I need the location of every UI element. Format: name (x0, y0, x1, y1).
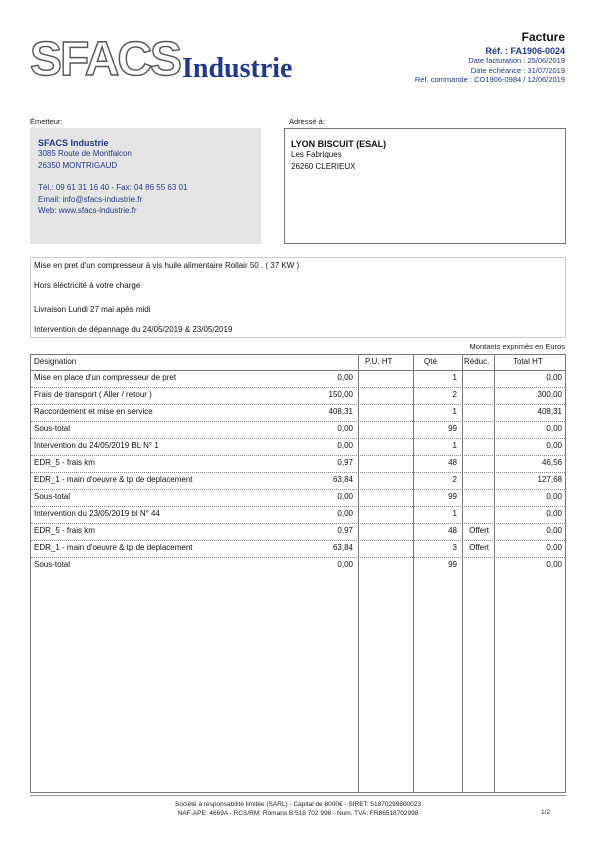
invoice-table (30, 354, 566, 793)
logo-brand: SFACS (30, 33, 181, 86)
cell-qty: 99 (448, 492, 457, 501)
invoice-notes (30, 257, 566, 338)
cell-total: 0,00 (546, 424, 562, 433)
table-header (31, 355, 565, 371)
emitter-address2: 26350 MONTRIGAUD (38, 160, 118, 170)
cell-pu: 0,00 (337, 424, 353, 433)
cell-qty: 3 (452, 543, 457, 552)
cell-reduc: Offert (469, 526, 489, 535)
note-line: Hors éléctricité à votre charge (34, 281, 141, 290)
invoice-title: Facture (521, 30, 565, 44)
emitter-label: Émetteur: (30, 117, 63, 126)
table-row (31, 387, 565, 405)
cell-designation: Frais de transport ( Aller / retour ) (34, 390, 152, 399)
cell-pu: 63,84 (332, 475, 353, 484)
page-number: 1/2 (540, 809, 550, 816)
cell-total: 0,00 (546, 526, 562, 535)
date-facturation: Date facturation : 25/06/2019 (468, 56, 565, 65)
cell-designation: Mise en place d'un compresseur de pret (34, 373, 177, 382)
cell-total: 46,56 (541, 458, 562, 467)
cell-qty: 1 (452, 441, 457, 450)
header-qty: Qté (424, 357, 437, 366)
footer-line2: NAF-APE: 4669A - RCS/RM: Romans B 518 702 998 - Num. TVA: FR86518702998 (177, 810, 419, 817)
table-row (31, 489, 565, 507)
cell-total: 408,31 (537, 407, 562, 416)
cell-pu: 150,00 (328, 390, 353, 399)
invoice-ref: Réf. : FA1906-0024 (485, 46, 565, 56)
cell-pu: 0,00 (337, 441, 353, 450)
cell-qty: 99 (448, 560, 457, 569)
header-reduc: Réduc. (464, 357, 490, 366)
recipient-label: Adressé à: (289, 117, 325, 126)
logo-suffix: Industrie (182, 53, 293, 84)
note-line: Mise en pret d'un compresseur à vis huile alimentaire Rollair 50 . ( 37 KW ) (34, 261, 300, 270)
invoice-header (325, 30, 565, 85)
table-row (31, 370, 565, 388)
cell-qty: 1 (452, 373, 457, 382)
table-row (31, 438, 565, 456)
cell-pu: 0,97 (337, 458, 353, 467)
cell-qty: 1 (452, 407, 457, 416)
cell-designation: Sous-total (34, 424, 71, 433)
header-designation: Désignation (34, 357, 77, 366)
emitter-box (30, 128, 261, 244)
cell-pu: 63,84 (332, 543, 353, 552)
currency-note: Montants exprimés en Euros (469, 342, 565, 351)
cell-qty: 48 (448, 458, 457, 467)
company-logo (30, 32, 320, 87)
cell-pu: 0,97 (337, 526, 353, 535)
emitter-web: Web: www.sfacs-industrie.fr (38, 206, 137, 215)
cell-designation: EDR_1 - main d'oeuvre & tp de deplacement (34, 543, 193, 552)
cell-pu: 0,00 (337, 560, 353, 569)
recipient-address1: Les Fabriques (291, 150, 342, 159)
ref-commande: Réf. commande : CO1906-0984 / 12/06/2019 (414, 75, 565, 84)
cell-reduc: Offert (469, 543, 489, 552)
emitter-phone: Tél.: 09 61 31 16 40 - Fax: 04 86 55 63 01 (38, 183, 188, 192)
table-row (31, 455, 565, 473)
cell-pu: 408,31 (328, 407, 353, 416)
cell-total: 300,00 (537, 390, 562, 399)
cell-qty: 2 (452, 390, 457, 399)
cell-total: 0,00 (546, 509, 562, 518)
cell-total: 0,00 (546, 373, 562, 382)
header-pu: P.U. HT (365, 357, 393, 366)
emitter-name: SFACS Industrie (38, 138, 109, 148)
table-row (31, 557, 565, 574)
cell-pu: 0,00 (337, 492, 353, 501)
cell-total: 0,00 (546, 543, 562, 552)
cell-total: 127,68 (537, 475, 562, 484)
cell-designation: EDR_1 - main d'oeuvre & tp de deplacement (34, 475, 193, 484)
cell-designation: Intervention du 23/05/2019 bl N° 44 (34, 509, 160, 518)
cell-qty: 99 (448, 424, 457, 433)
cell-qty: 1 (452, 509, 457, 518)
date-echeance: Date échéance : 31/07/2019 (470, 65, 565, 75)
table-row (31, 506, 565, 524)
header-total: Total HT (513, 357, 543, 366)
cell-designation: EDR_5 - frais km (34, 526, 95, 535)
footer-divider (30, 795, 566, 796)
emitter-email: Email: info@sfacs-industrie.fr (38, 194, 143, 204)
cell-total: 0,00 (546, 492, 562, 501)
cell-designation: Sous-total (34, 492, 71, 501)
cell-designation: Intervention du 24/05/2019 BL N° 1 (34, 441, 159, 450)
footer (30, 800, 566, 818)
recipient-box (284, 128, 566, 244)
cell-designation: Raccordement et mise en service (34, 407, 153, 416)
cell-pu: 0,00 (337, 373, 353, 382)
table-row (31, 404, 565, 422)
footer-line1: Société à responsabilité limitée (SARL) - Capital de 8000€ - SIRET: 51870299800023 (174, 801, 422, 808)
table-row (31, 540, 565, 558)
cell-qty: 48 (448, 526, 457, 535)
cell-qty: 2 (452, 475, 457, 484)
table-row (31, 523, 565, 541)
cell-total: 0,00 (546, 560, 562, 569)
table-row (31, 421, 565, 439)
recipient-address2: 26260 CLERIEUX (291, 161, 356, 171)
emitter-address1: 3085 Route de Montfalcon (38, 149, 132, 158)
cell-designation: Sous-total (34, 560, 71, 569)
table-row (31, 472, 565, 490)
cell-pu: 0,00 (337, 509, 353, 518)
cell-total: 0,00 (546, 441, 562, 450)
note-line: Intervention de dépannage du 24/05/2019 & 23/05/2019 (34, 325, 233, 334)
cell-designation: EDR_5 - frais km (34, 458, 95, 467)
recipient-name: LYON BISCUIT (ESAL) (291, 139, 387, 149)
note-line: Livraison Lundi 27 mai apés midi (34, 305, 151, 314)
